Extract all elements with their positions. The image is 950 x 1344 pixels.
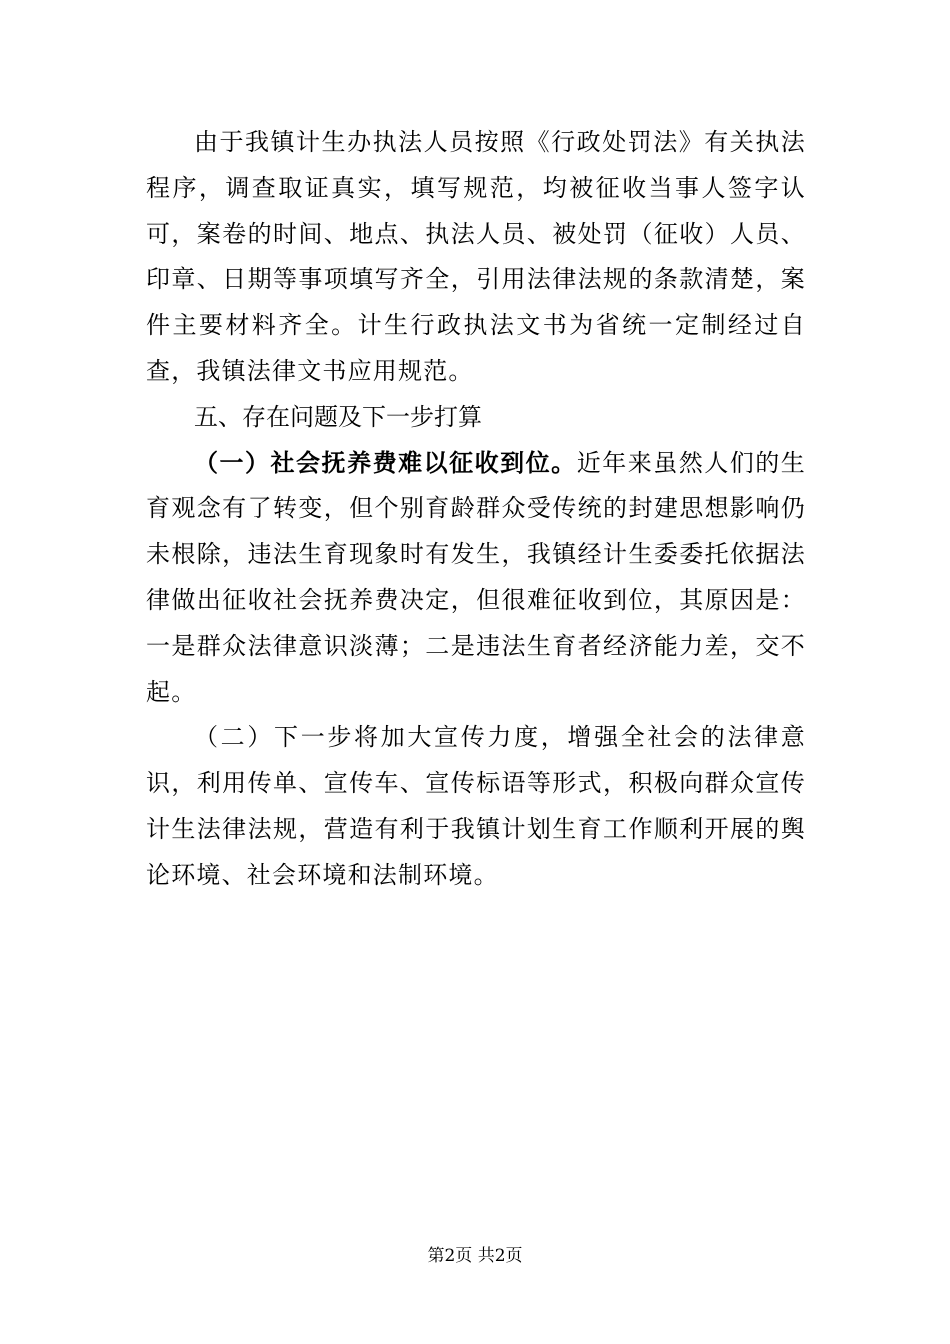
item-1-body: 近年来虽然人们的生育观念有了转变，但个别育龄群众受传统的封建思想影响仍未根除，违法生育现象时有发生，我镇经计生委委托依据法律做出征收社会抚养费决定，但很难征收到位，其原因是：一是群众法律意识淡薄；二是违法生育者经济能力差，交不起。 (146, 448, 806, 706)
item-1-title: （一）社会抚养费难以征收到位。 (194, 448, 577, 477)
section-heading-problems: 五、存在问题及下一步打算 (194, 402, 482, 431)
paragraph-item-1 (146, 441, 806, 716)
paragraph-item-2: （二）下一步将加大宣传力度，增强全社会的法律意识，利用传单、宣传车、宣传标语等形式，积极向群众宣传计生法律法规，营造有利于我镇计划生育工作顺利开展的舆论环境、社会环境和法制环境。 (146, 723, 806, 889)
page-footer: 第2页 共2页 (427, 1246, 523, 1266)
paragraph-law-enforcement-documents: 由于我镇计生办执法人员按照《行政处罚法》有关执法程序，调查取证真实，填写规范，均被征收当事人签字认可，案卷的时间、地点、执法人员、被处罚（征收）人员、印章、日期等事项填写齐全，引用法律法规的条款清楚，案件主要材料齐全。计生行政执法文书为省统一定制经过自查，我镇法律文书应用规范。 (146, 128, 806, 385)
document-body (146, 120, 806, 899)
